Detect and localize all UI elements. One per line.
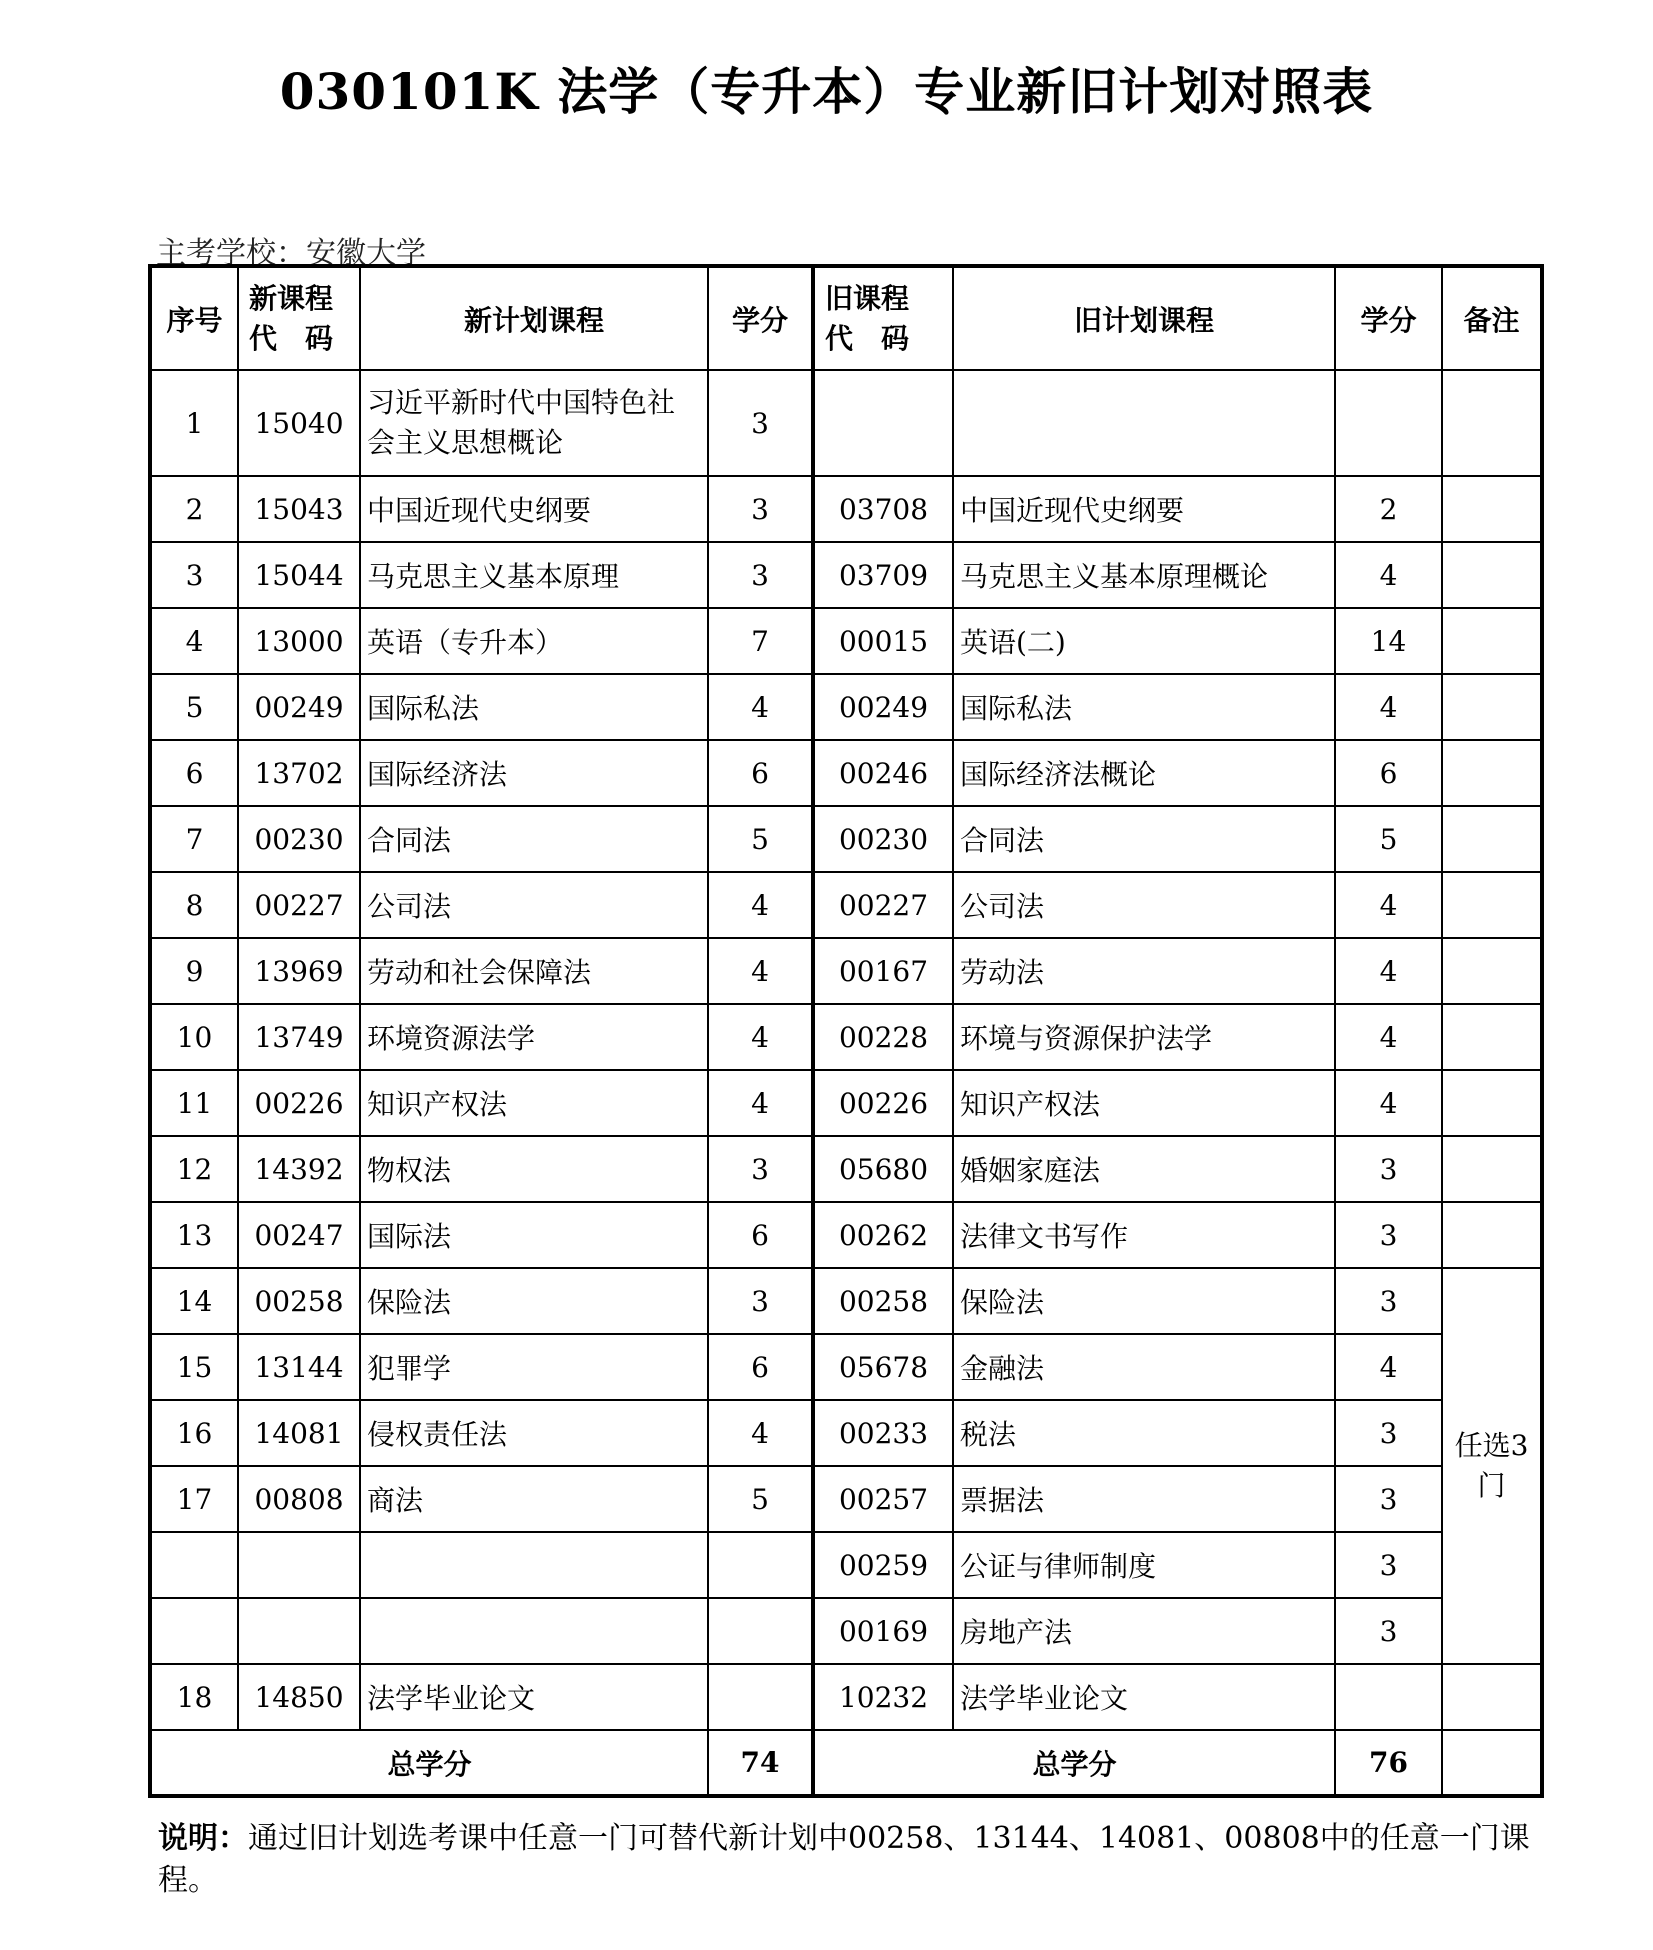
new-code-cell: 00808	[238, 1466, 360, 1532]
page-title: 030101K 法学（专升本）专业新旧计划对照表	[279, 62, 1374, 121]
table-row	[150, 608, 1542, 674]
new-code-cell: 14081	[238, 1400, 360, 1466]
old-course-cell: 婚姻家庭法	[953, 1136, 1335, 1202]
old-course-cell: 房地产法	[953, 1598, 1335, 1664]
old-code-cell: 00257	[813, 1466, 953, 1532]
new-total-value: 74	[708, 1730, 813, 1796]
old-total-label: 总学分	[813, 1730, 1335, 1796]
old-course-cell: 法律文书写作	[953, 1202, 1335, 1268]
new-course-cell: 国际法	[360, 1202, 708, 1268]
old-code-cell: 03708	[813, 476, 953, 542]
new-course-cell: 保险法	[360, 1268, 708, 1334]
remark-cell	[1442, 1202, 1542, 1268]
remark-cell	[1442, 1070, 1542, 1136]
new-course-cell: 商法	[360, 1466, 708, 1532]
old-credit-cell: 3	[1335, 1400, 1442, 1466]
comparison-table	[148, 264, 1544, 1798]
old-course-cell: 环境与资源保护法学	[953, 1004, 1335, 1070]
old-code-cell: 03709	[813, 542, 953, 608]
remark-cell	[1442, 1136, 1542, 1202]
new-credit-cell	[708, 1598, 813, 1664]
seq-cell	[150, 1532, 238, 1598]
new-credit-cell: 6	[708, 1202, 813, 1268]
remark-cell	[1442, 1664, 1542, 1730]
new-credit-cell: 6	[708, 1334, 813, 1400]
new-credit-cell: 7	[708, 608, 813, 674]
seq-cell: 2	[150, 476, 238, 542]
new-credit-cell: 3	[708, 542, 813, 608]
old-credit-cell: 4	[1335, 1334, 1442, 1400]
new-credit-cell: 3	[708, 370, 813, 476]
remark-cell	[1442, 674, 1542, 740]
new-code-cell: 15043	[238, 476, 360, 542]
seq-cell: 13	[150, 1202, 238, 1268]
new-credit-cell: 5	[708, 1466, 813, 1532]
new-course-cell: 环境资源法学	[360, 1004, 708, 1070]
new-credit-cell: 4	[708, 872, 813, 938]
new-code-cell: 13969	[238, 938, 360, 1004]
remark-cell	[1442, 872, 1542, 938]
table-row	[150, 1268, 1542, 1334]
elective-remark-cell: 任选3门	[1442, 1268, 1542, 1664]
table-row	[150, 1070, 1542, 1136]
new-course-cell	[360, 1532, 708, 1598]
seq-cell: 15	[150, 1334, 238, 1400]
new-course-cell: 习近平新时代中国特色社会主义思想概论	[360, 370, 708, 476]
old-credit-cell: 2	[1335, 476, 1442, 542]
remark-cell	[1442, 370, 1542, 476]
new-credit-cell: 3	[708, 476, 813, 542]
table-row	[150, 740, 1542, 806]
seq-cell: 12	[150, 1136, 238, 1202]
header-new-code	[238, 266, 360, 370]
old-course-cell: 英语(二)	[953, 608, 1335, 674]
seq-cell: 16	[150, 1400, 238, 1466]
table-row	[150, 476, 1542, 542]
old-code-cell: 00227	[813, 872, 953, 938]
header-new-course: 新计划课程	[360, 266, 708, 370]
new-code-cell: 14392	[238, 1136, 360, 1202]
old-credit-cell: 4	[1335, 1004, 1442, 1070]
new-total-label: 总学分	[150, 1730, 708, 1796]
remark-cell	[1442, 1004, 1542, 1070]
new-credit-cell: 4	[708, 938, 813, 1004]
new-code-cell: 00258	[238, 1268, 360, 1334]
new-course-cell: 国际经济法	[360, 740, 708, 806]
new-course-cell: 中国近现代史纲要	[360, 476, 708, 542]
footnote-label: 说明：	[158, 1821, 248, 1856]
seq-cell: 18	[150, 1664, 238, 1730]
old-course-cell: 劳动法	[953, 938, 1335, 1004]
new-credit-cell: 4	[708, 1070, 813, 1136]
old-credit-cell: 4	[1335, 542, 1442, 608]
new-code-cell	[238, 1532, 360, 1598]
table-row	[150, 1532, 1542, 1598]
new-code-cell: 15044	[238, 542, 360, 608]
old-course-cell: 票据法	[953, 1466, 1335, 1532]
new-credit-cell: 4	[708, 674, 813, 740]
table-row	[150, 542, 1542, 608]
old-course-cell: 公证与律师制度	[953, 1532, 1335, 1598]
seq-cell: 8	[150, 872, 238, 938]
seq-cell: 5	[150, 674, 238, 740]
new-course-cell: 犯罪学	[360, 1334, 708, 1400]
remark-cell	[1442, 476, 1542, 542]
new-course-cell: 马克思主义基本原理	[360, 542, 708, 608]
old-course-cell: 中国近现代史纲要	[953, 476, 1335, 542]
new-code-cell: 00247	[238, 1202, 360, 1268]
seq-cell: 11	[150, 1070, 238, 1136]
remark-cell	[1442, 542, 1542, 608]
new-code-cell: 13000	[238, 608, 360, 674]
old-course-cell: 合同法	[953, 806, 1335, 872]
remark-cell	[1442, 608, 1542, 674]
old-course-cell: 国际私法	[953, 674, 1335, 740]
new-code-cell: 14850	[238, 1664, 360, 1730]
old-course-cell: 公司法	[953, 872, 1335, 938]
new-code-cell: 13749	[238, 1004, 360, 1070]
seq-cell: 6	[150, 740, 238, 806]
old-code-cell: 00228	[813, 1004, 953, 1070]
header-old-credit: 学分	[1335, 266, 1442, 370]
table-row	[150, 1202, 1542, 1268]
old-credit-cell: 4	[1335, 938, 1442, 1004]
total-row	[150, 1730, 1542, 1796]
seq-cell: 10	[150, 1004, 238, 1070]
old-code-cell	[813, 370, 953, 476]
new-credit-cell	[708, 1532, 813, 1598]
new-course-cell: 物权法	[360, 1136, 708, 1202]
old-credit-cell: 3	[1335, 1268, 1442, 1334]
old-code-cell: 05680	[813, 1136, 953, 1202]
old-code-cell: 05678	[813, 1334, 953, 1400]
new-course-cell	[360, 1598, 708, 1664]
old-code-cell: 00246	[813, 740, 953, 806]
seq-cell: 14	[150, 1268, 238, 1334]
seq-cell: 17	[150, 1466, 238, 1532]
old-code-cell: 00169	[813, 1598, 953, 1664]
header-new-code-line2: 代 码	[249, 321, 334, 355]
header-old-code	[813, 266, 953, 370]
header-old-course: 旧计划课程	[953, 266, 1335, 370]
new-code-cell: 00249	[238, 674, 360, 740]
old-course-cell	[953, 370, 1335, 476]
old-credit-cell: 3	[1335, 1466, 1442, 1532]
exam-school: 主考学校：安徽大学	[156, 236, 426, 271]
new-code-cell	[238, 1598, 360, 1664]
new-code-cell: 00226	[238, 1070, 360, 1136]
new-code-cell: 13144	[238, 1334, 360, 1400]
new-code-cell: 15040	[238, 370, 360, 476]
new-code-cell: 00230	[238, 806, 360, 872]
footnote	[158, 1818, 1538, 1902]
new-code-cell: 13702	[238, 740, 360, 806]
new-course-cell: 劳动和社会保障法	[360, 938, 708, 1004]
table-row	[150, 1136, 1542, 1202]
table-row	[150, 1664, 1542, 1730]
header-new-credit: 学分	[708, 266, 813, 370]
header-old-code-line2: 代 码	[825, 321, 910, 355]
remark-cell	[1442, 938, 1542, 1004]
seq-cell: 3	[150, 542, 238, 608]
header-row	[150, 266, 1542, 370]
table-row	[150, 1466, 1542, 1532]
old-credit-cell: 4	[1335, 674, 1442, 740]
old-code-cell: 00230	[813, 806, 953, 872]
old-credit-cell: 3	[1335, 1532, 1442, 1598]
header-new-code-line1: 新课程	[249, 281, 334, 315]
seq-cell: 9	[150, 938, 238, 1004]
old-code-cell: 00233	[813, 1400, 953, 1466]
old-code-cell: 00262	[813, 1202, 953, 1268]
new-code-cell: 00227	[238, 872, 360, 938]
seq-cell: 1	[150, 370, 238, 476]
old-credit-cell	[1335, 370, 1442, 476]
new-course-cell: 合同法	[360, 806, 708, 872]
old-course-cell: 法学毕业论文	[953, 1664, 1335, 1730]
total-remark-cell	[1442, 1730, 1542, 1796]
header-old-code-line1: 旧课程	[825, 281, 910, 315]
old-credit-cell: 3	[1335, 1202, 1442, 1268]
table-row	[150, 674, 1542, 740]
old-course-cell: 税法	[953, 1400, 1335, 1466]
new-course-cell: 公司法	[360, 872, 708, 938]
old-credit-cell: 3	[1335, 1598, 1442, 1664]
new-credit-cell: 3	[708, 1136, 813, 1202]
table-row	[150, 872, 1542, 938]
table-row	[150, 1334, 1542, 1400]
seq-cell: 7	[150, 806, 238, 872]
old-credit-cell: 4	[1335, 1070, 1442, 1136]
old-credit-cell: 6	[1335, 740, 1442, 806]
new-course-cell: 侵权责任法	[360, 1400, 708, 1466]
table-row	[150, 938, 1542, 1004]
old-code-cell: 00226	[813, 1070, 953, 1136]
table-row	[150, 806, 1542, 872]
table-row	[150, 370, 1542, 476]
table-row	[150, 1004, 1542, 1070]
footnote-text: 通过旧计划选考课中任意一门可替代新计划中00258、13144、14081、00808中的任意一门课程。	[158, 1821, 1530, 1898]
old-course-cell: 知识产权法	[953, 1070, 1335, 1136]
remark-cell	[1442, 806, 1542, 872]
new-course-cell: 英语（专升本）	[360, 608, 708, 674]
old-code-cell: 10232	[813, 1664, 953, 1730]
old-code-cell: 00259	[813, 1532, 953, 1598]
new-credit-cell: 6	[708, 740, 813, 806]
seq-cell	[150, 1598, 238, 1664]
seq-cell: 4	[150, 608, 238, 674]
old-course-cell: 国际经济法概论	[953, 740, 1335, 806]
old-credit-cell: 14	[1335, 608, 1442, 674]
new-credit-cell: 4	[708, 1400, 813, 1466]
old-credit-cell: 4	[1335, 872, 1442, 938]
new-course-cell: 知识产权法	[360, 1070, 708, 1136]
remark-cell	[1442, 740, 1542, 806]
old-credit-cell	[1335, 1664, 1442, 1730]
old-code-cell: 00167	[813, 938, 953, 1004]
new-credit-cell: 3	[708, 1268, 813, 1334]
old-code-cell: 00249	[813, 674, 953, 740]
new-credit-cell: 4	[708, 1004, 813, 1070]
new-course-cell: 法学毕业论文	[360, 1664, 708, 1730]
old-course-cell: 金融法	[953, 1334, 1335, 1400]
old-total-value: 76	[1335, 1730, 1442, 1796]
old-credit-cell: 3	[1335, 1136, 1442, 1202]
table-row	[150, 1598, 1542, 1664]
header-seq: 序号	[150, 266, 238, 370]
new-credit-cell: 5	[708, 806, 813, 872]
new-course-cell: 国际私法	[360, 674, 708, 740]
table-row	[150, 1400, 1542, 1466]
header-remark: 备注	[1442, 266, 1542, 370]
new-credit-cell	[708, 1664, 813, 1730]
old-course-cell: 保险法	[953, 1268, 1335, 1334]
old-course-cell: 马克思主义基本原理概论	[953, 542, 1335, 608]
old-credit-cell: 5	[1335, 806, 1442, 872]
old-code-cell: 00015	[813, 608, 953, 674]
old-code-cell: 00258	[813, 1268, 953, 1334]
